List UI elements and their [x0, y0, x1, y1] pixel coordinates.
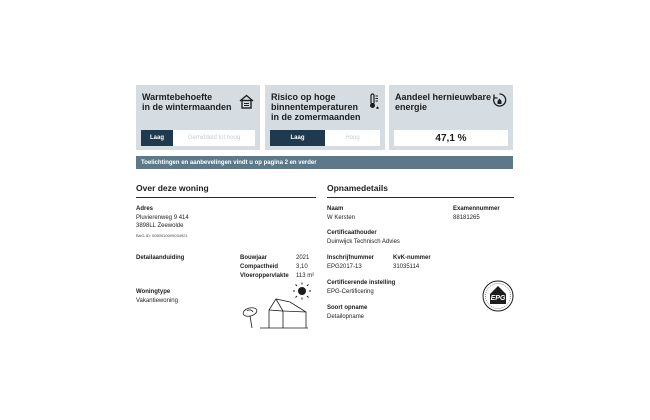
house-heat-icon [239, 94, 254, 109]
card-aandeel-hernieuwbaar [389, 85, 513, 150]
divider [136, 197, 316, 198]
compactheid-label: Compactheid [240, 264, 279, 270]
info-banner: Toelichtingen en aanbevelingen vindt u op pagina 2 en verder [136, 156, 513, 169]
adres-line1: Pluvierenweg 9 414 [136, 215, 189, 221]
thermometer-icon [366, 93, 380, 109]
card-title-line: Risico op hoge [271, 92, 336, 102]
card-title-line: Aandeel hernieuwbare [395, 92, 492, 102]
naam-label: Naam [327, 206, 344, 212]
instelling-label: Certificerende instelling [327, 280, 396, 286]
card-title-line: binnentemperaturen [271, 102, 359, 112]
card-title-line: Warmtebehoefte [142, 92, 213, 102]
soort-opname-value: Detailopname [327, 314, 365, 320]
inschrijfnummer-label: Inschrijfnummer [327, 255, 375, 261]
card-title [142, 92, 237, 112]
epg-logo [482, 280, 514, 312]
woningtype-label: Woningtype [136, 289, 171, 295]
certificaathouder-label: Certificaathouder [327, 230, 377, 236]
logo-text: EPG [490, 295, 506, 302]
adres-line2: 3898LL Zeewolde [136, 223, 184, 229]
vloeroppervlakte-value: 113 m² [296, 273, 315, 279]
card-risico [265, 85, 385, 150]
section-heading-opname: Opnamedetails [327, 183, 388, 193]
bag-id: BAG-ID: 0050010000034921 [136, 233, 188, 238]
examennummer-value: 88181265 [453, 215, 480, 221]
detail-label: Detailaanduiding [136, 255, 185, 261]
card-title [271, 92, 366, 122]
level-selector [141, 130, 255, 146]
bouwjaar-value: 2021 [296, 255, 310, 261]
instelling-value: EPG-Certificering [327, 289, 374, 295]
bouwjaar-label: Bouwjaar [240, 255, 268, 261]
level-selector [270, 130, 380, 146]
compactheid-value: 3,10 [296, 264, 308, 270]
house-illustration [240, 290, 310, 332]
level-low: Laag [141, 130, 173, 146]
level-low: Laag [270, 130, 325, 146]
renewable-energy-icon [492, 93, 507, 109]
card-title [395, 92, 495, 112]
naam-value: W Kersten [327, 215, 356, 221]
renewable-share-value: 47,1 % [394, 130, 508, 146]
examennummer-label: Examennummer [453, 206, 500, 212]
inschrijfnummer-value: EPG2017-13 [327, 264, 362, 270]
level-high: Gemiddeld tot hoog [173, 130, 255, 146]
soort-opname-label: Soort opname [327, 305, 368, 311]
card-warmtebehoefte [136, 85, 260, 150]
card-title-line: energie [395, 102, 428, 112]
card-title-line: in de wintermaanden [142, 102, 232, 112]
certificaathouder-value: Duinwijck Technisch Advies [327, 239, 400, 245]
kvk-label: KvK-nummer [393, 255, 431, 261]
woningtype-value: Vakantiewoning [136, 298, 178, 304]
divider [327, 197, 514, 198]
vloeroppervlakte-label: Vloeroppervlakte [240, 273, 289, 279]
card-title-line: in de zomermaanden [271, 112, 361, 122]
section-heading-woning: Over deze woning [136, 183, 209, 193]
level-high: Hoog [325, 130, 380, 146]
adres-label: Adres [136, 206, 154, 212]
kvk-value: 31035114 [393, 264, 420, 270]
